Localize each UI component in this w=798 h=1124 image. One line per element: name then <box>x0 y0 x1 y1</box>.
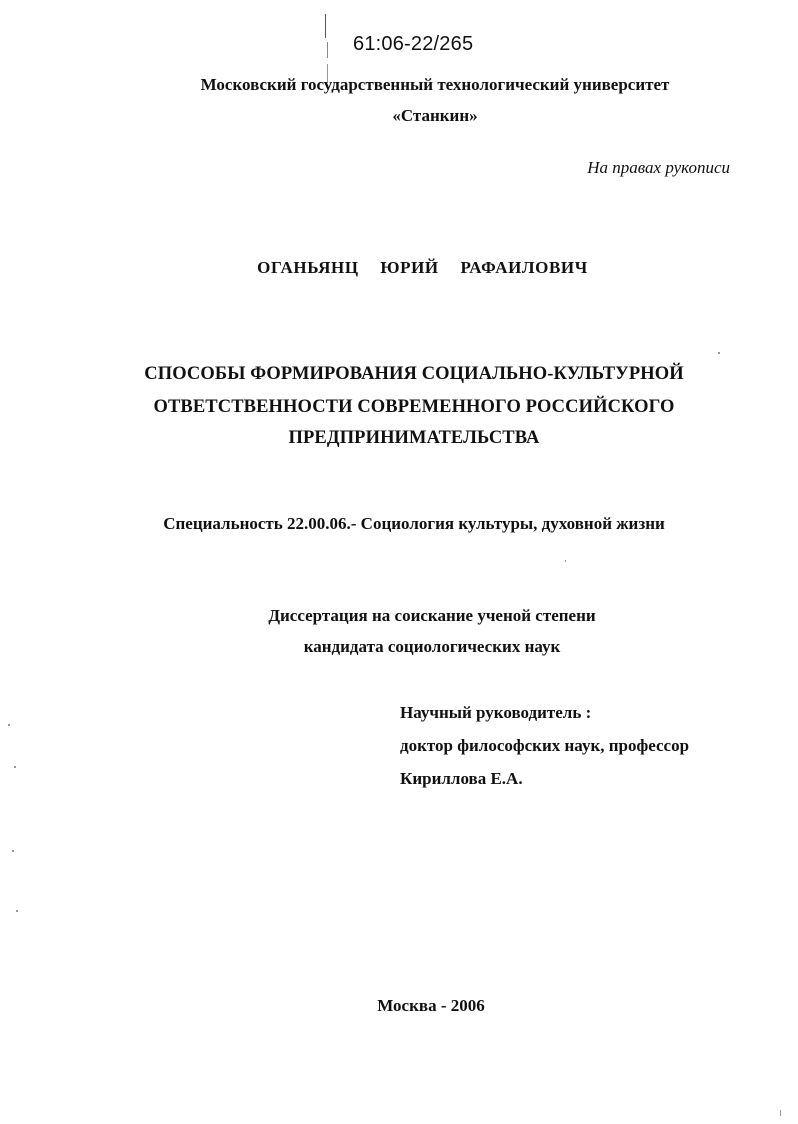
thesis-title-line-1: СПОСОБЫ ФОРМИРОВАНИЯ СОЦИАЛЬНО-КУЛЬТУРНОЙ <box>144 364 684 384</box>
scan-mark-line <box>327 42 328 58</box>
dissertation-degree-line-2: кандидата социологических наук <box>303 637 561 656</box>
university-name: Московский государственный технологический университет <box>200 75 670 94</box>
scan-speck <box>12 850 14 852</box>
university-short-name: «Станкин» <box>392 106 478 125</box>
scan-speck <box>8 724 10 726</box>
catalog-code: 61:06-22/265 <box>353 33 474 55</box>
dissertation-degree-line-1: Диссертация на соискание ученой степени <box>268 606 596 625</box>
author-name: ОГАНЬЯНЦ ЮРИЙ РАФАИЛОВИЧ <box>257 258 588 277</box>
thesis-title-line-3: ПРЕДПРИНИМАТЕЛЬСТВА <box>288 428 540 448</box>
scan-mark-line <box>780 1110 781 1116</box>
city-year: Москва - 2006 <box>377 996 485 1015</box>
scan-speck <box>16 910 18 912</box>
scan-speck <box>14 766 16 768</box>
manuscript-rights-note: На правах рукописи <box>587 158 730 177</box>
scan-speck <box>565 560 566 562</box>
supervisor-degree: доктор философских наук, профессор <box>400 736 690 755</box>
scan-mark-line <box>325 14 326 38</box>
thesis-title-line-2: ОТВЕТСТВЕННОСТИ СОВРЕМЕННОГО РОССИЙСКОГО <box>153 397 675 417</box>
specialty-line: Специальность 22.00.06.- Социология культуры, духовной жизни <box>163 514 665 533</box>
supervisor-label: Научный руководитель : <box>400 703 592 722</box>
supervisor-name: Кириллова Е.А. <box>400 769 523 788</box>
scan-speck <box>718 352 720 354</box>
